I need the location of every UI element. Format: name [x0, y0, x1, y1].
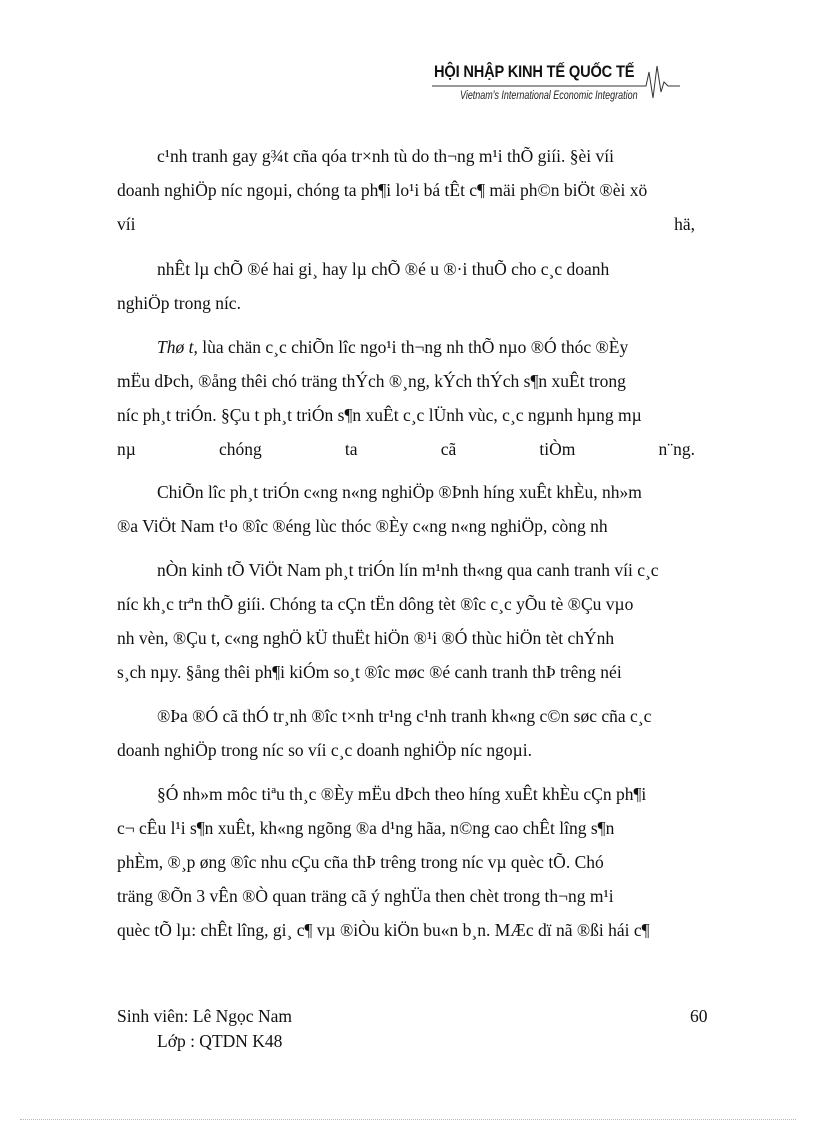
- line-word: cã: [440, 439, 457, 459]
- text-line: mËu dÞch, ®ång thêi chó träng thÝch ®¸ng, kÝch thÝch s¶n xuÊt trong: [117, 371, 626, 391]
- text-line: [117, 439, 695, 459]
- text-line: doanh nghiÖp níc ngoµi, chóng ta ph¶i lo¹i bá tÊt c¶ mäi ph©n biÖt ®èi xö: [117, 180, 648, 200]
- logo-subtitle: Vietnam's International Economic Integration: [460, 90, 638, 102]
- text-line: nÒn kinh tÕ ViÖt Nam ph¸t triÓn lín m¹nh th«ng qua canh tranh víi c¸c: [157, 560, 659, 580]
- section-lead: Thø t,: [157, 337, 198, 357]
- text-line: nhÊt lµ chÕ ®é hai gi¸ hay lµ chÕ ®é u ®·i thuÕ cho c¸c doanh: [157, 259, 610, 279]
- line-word: víi: [117, 214, 136, 234]
- text-line: [157, 337, 628, 357]
- text-line: [117, 214, 695, 234]
- text-line: doanh nghiÖp trong níc so víi c¸c doanh nghiÖp níc ngoµi.: [117, 740, 532, 760]
- text-line: quèc tÕ lµ: chÊt lîng, gi¸ c¶ vµ ®iÒu kiÖn bu«n b¸n. MÆc dï nã ®ßi hái c¶: [117, 920, 650, 940]
- line-word: chóng: [218, 439, 262, 459]
- header-logo: [418, 58, 680, 118]
- text-line: träng ®Õn 3 vÊn ®Ò quan träng cã ý nghÜa then chèt trong th¬ng m¹i: [117, 886, 614, 906]
- line-word: nµ: [117, 439, 136, 459]
- footer-class: Lớp : QTDN K48: [157, 1031, 283, 1051]
- text-line: s¸ch nµy. §ång thêi ph¶i kiÓm so¸t ®îc møc ®é canh tranh thÞ trêng néi: [117, 662, 622, 682]
- line-word: hä,: [674, 214, 695, 234]
- line-word: tiÒm: [539, 439, 576, 459]
- line-word: n¨ng.: [658, 439, 695, 459]
- text-line: ®Þa ®Ó cã thÓ tr¸nh ®îc t×nh tr¹ng c¹nh tranh kh«ng c©n søc cña c¸c: [157, 706, 652, 726]
- line-text: lùa chän c¸c chiÕn lîc ngo¹i th¬ng nh thÕ nµo ®Ó thóc ®Èy: [197, 337, 629, 357]
- text-line: níc kh¸c trªn thÕ giíi. Chóng ta cÇn tËn dông tèt ®îc c¸c yÕu tè ®Çu vµo: [117, 594, 634, 614]
- text-line: c¬ cÊu l¹i s¶n xuÊt, kh«ng ngõng ®a d¹ng hãa, n©ng cao chÊt lîng s¶n: [117, 818, 615, 838]
- footer-student-name: Sinh viên: Lê Ngọc Nam: [117, 1006, 292, 1026]
- text-line: nghiÖp trong níc.: [117, 293, 241, 313]
- text-line: ®a ViÖt Nam t¹o ®îc ®éng lùc thóc ®Èy c«ng n«ng nghiÖp, còng nh: [117, 516, 608, 536]
- logo-title: HỘI NHẬP KINH TẾ QUỐC TẾ: [434, 62, 635, 81]
- text-line: ChiÕn lîc ph¸t triÓn c«ng n«ng nghiÖp ®Þnh híng xuÊt khÈu, nh»m: [157, 482, 642, 502]
- page-bottom-divider: [20, 1119, 796, 1120]
- line-word: ta: [344, 439, 358, 459]
- text-line: níc ph¸t triÓn. §Çu t ph¸t triÓn s¶n xuÊt c¸c lÜnh vùc, c¸c ngµnh hµng mµ: [117, 405, 642, 425]
- text-line: phÈm, ®¸p øng ®îc nhu cÇu cña thÞ trêng trong níc vµ quèc tÕ. Chó: [117, 852, 604, 872]
- page-number: 60: [690, 1006, 708, 1026]
- text-line: c¹nh tranh gay g¾t cña qóa tr×nh tù do th¬ng m¹i thÕ giíi. §èi víi: [157, 146, 614, 166]
- text-line: nh vèn, ®Çu t, c«ng nghÖ kÜ thuËt hiÖn ®¹i ®Ó thùc hiÖn tèt chÝnh: [117, 628, 615, 648]
- text-line: §Ó nh»m môc tiªu th¸c ®Èy mËu dÞch theo híng xuÊt khÈu cÇn ph¶i: [157, 784, 647, 804]
